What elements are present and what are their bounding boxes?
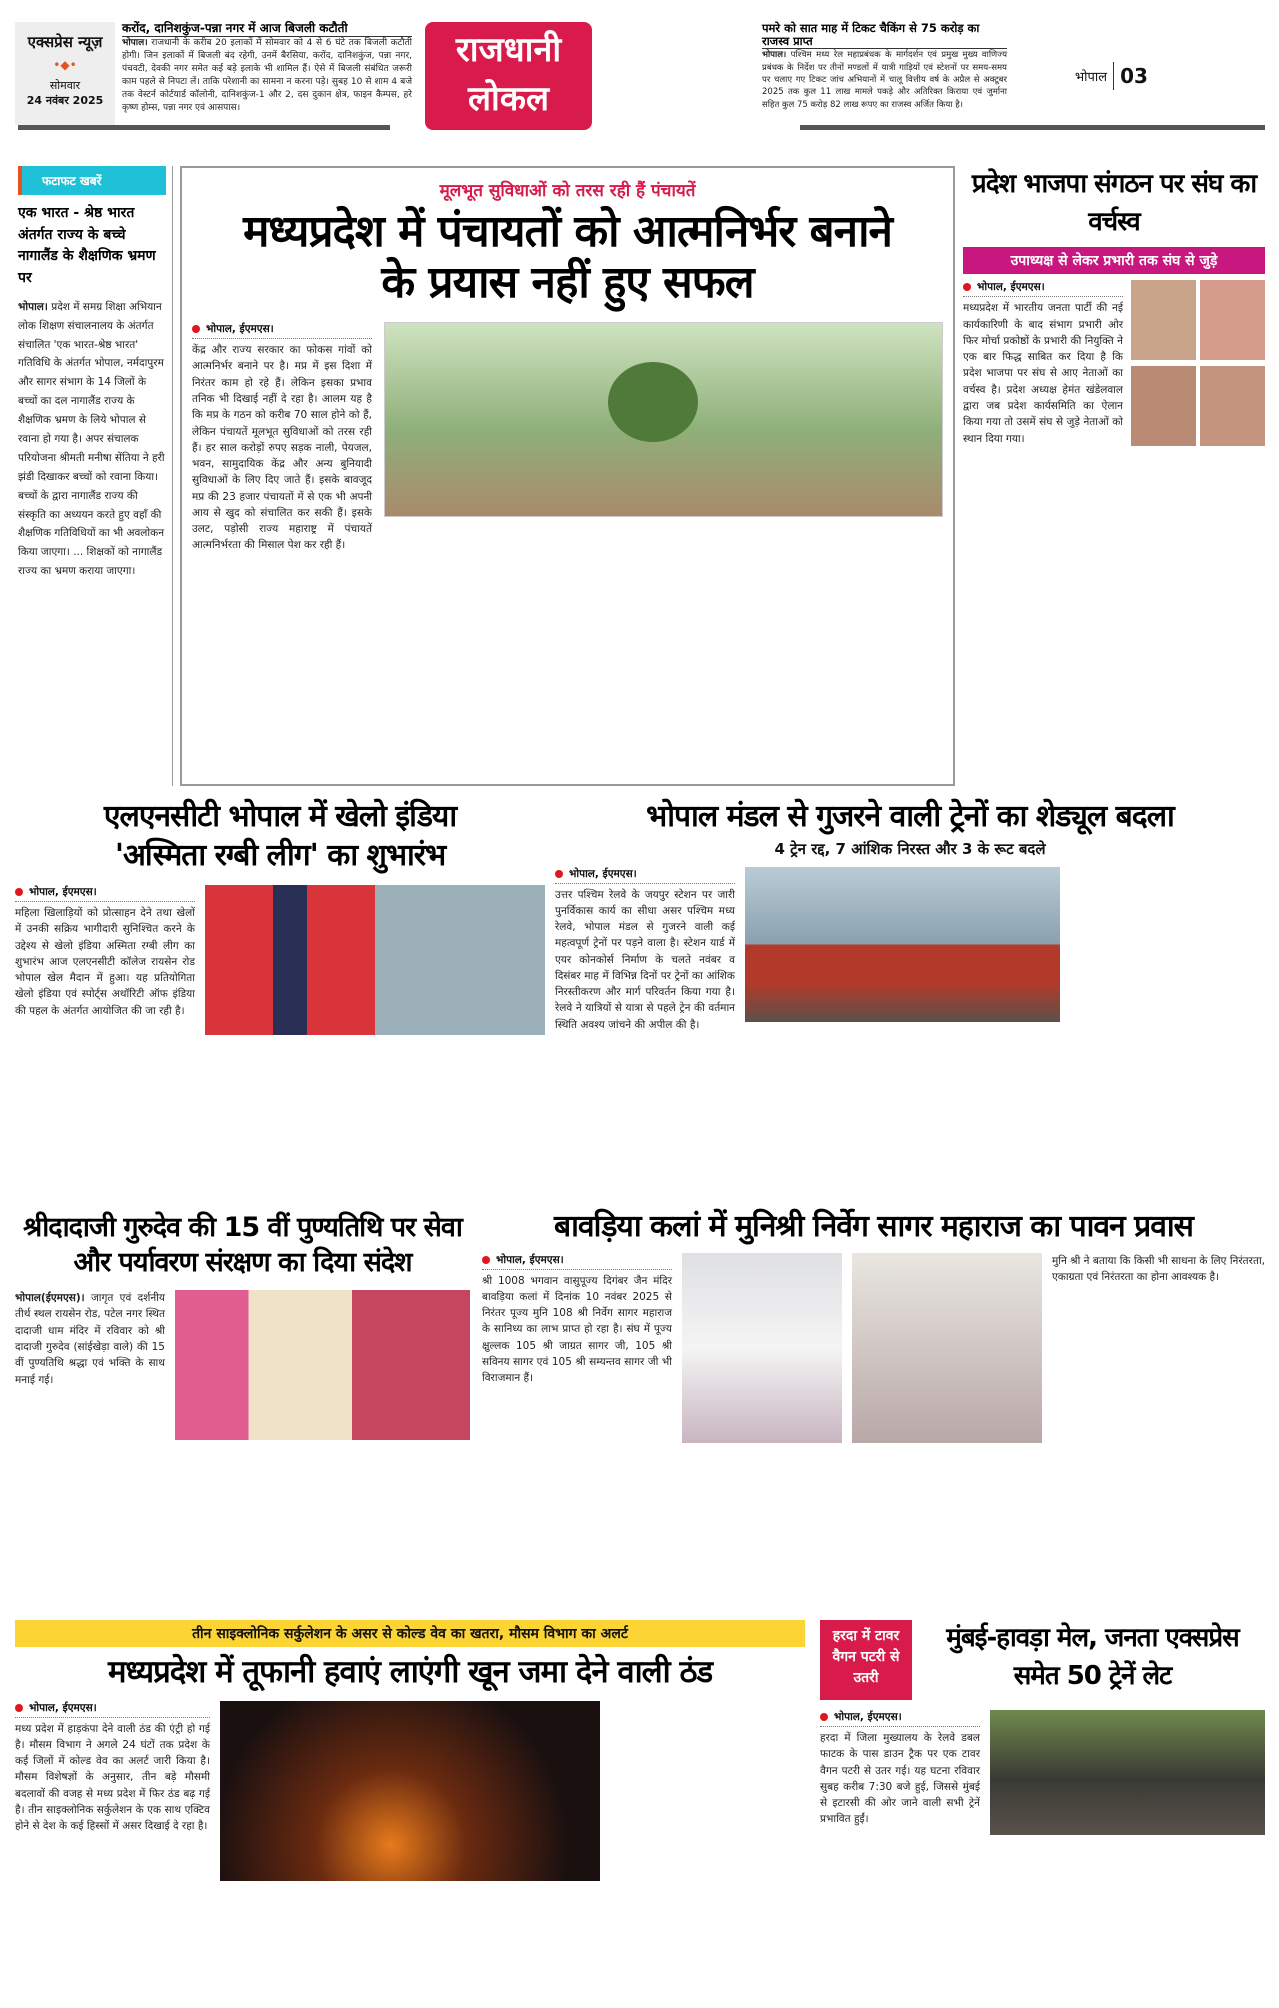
masthead	[425, 22, 592, 130]
brief-ticket-revenue	[762, 22, 1007, 111]
dadaji-lead: भोपाल(ईएमएस)।	[15, 1292, 85, 1305]
lead-story	[180, 166, 955, 786]
rugby-headline-2: 'अस्मिता रग्बी लीग' का शुभारंभ	[114, 837, 446, 873]
leader-photo	[1131, 280, 1196, 360]
lead-kicker: मूलभूत सुविधाओं को तरस रही हैं पंचायतें	[439, 181, 696, 201]
dateline: भोपाल, ईएमएस।	[29, 1701, 97, 1714]
cold-band: तीन साइक्लोनिक सर्कुलेशन के असर से कोल्ड वेव का खतरा, मौसम विभाग का अलर्ट	[15, 1620, 805, 1647]
rugby-players-photo	[205, 885, 545, 1035]
bullet-icon	[15, 1704, 23, 1712]
bawadiya-story	[482, 1210, 1265, 1443]
leader-photo	[1200, 366, 1265, 446]
header-bar-right	[800, 125, 1265, 130]
harda-box-text: हरदा में टावर वैगन पटरी से उतरी	[832, 1628, 900, 1686]
dadaji-headline: श्रीदादाजी गुरुदेव की 15 वीं पुण्यतिथि पर सेवा और पर्यावरण संरक्षण का दिया संदेश	[23, 1212, 462, 1279]
ceremony-photo	[175, 1290, 470, 1440]
bjp-headline: प्रदेश भाजपा संगठन पर संघ का वर्चस्व	[971, 169, 1257, 237]
bawadiya-text-2: मुनि श्री ने बताया कि किसी भी साधना के लिए निरंतरता, एकाग्रता एवं निरंतरता का होना आवश्यक है।	[1052, 1254, 1265, 1283]
masthead-line1: राजधानी	[455, 30, 562, 70]
dadaji-text: जागृत एवं दर्शनीय तीर्थ स्थल रायसेन रोड, पटेल नगर स्थित दादाजी धाम मंदिर में रविवार को श्री दादाजी गुरुदेव (सांईखेड़ा वाले) की 15 वीं पुण्यतिथि श्रद्धा एवं भक्ति के साथ मनाई गई।	[15, 1292, 165, 1386]
paper-name: एक्सप्रेस न्यूज़	[27, 33, 103, 51]
brief-power-cut	[122, 22, 412, 115]
day: सोमवार	[49, 79, 81, 92]
city-label: भोपाल	[1075, 70, 1108, 85]
column-divider	[172, 166, 173, 786]
cold-text: मध्य प्रदेश में हाड़कंपा देने वाली ठंड की एंट्री हो गई है। मौसम विभाग ने अगले 24 घंटों तक प्रदेश के कई जिलों में कोल्ड वेव का अलर्ट जारी किया है। मौसम विशेषज्ञों के अनुसार, तीन बड़े मौसमी बदलावों की वजह से मध्य प्रदेश में फिर ठंड बढ़ गई है। तीन साइक्लोनिक सर्कुलेशन के एक साथ एक्टिव होने से देश के कई हिस्सों में असर दिखाई दे रहा है।	[15, 1722, 210, 1833]
page-label	[1075, 62, 1148, 90]
dateline: भोपाल, ईएमएस।	[834, 1711, 902, 1723]
dateline: भोपाल, ईएमएस।	[496, 1253, 564, 1266]
fatafat-title: एक भारत - श्रेष्ठ भारत अंतर्गत राज्य के बच्चे नागालैंड के शैक्षणिक भ्रमण पर	[18, 205, 156, 287]
dateline: भोपाल, ईएमएस।	[569, 867, 637, 880]
bonfire-photo	[220, 1701, 600, 1881]
bullet-icon	[192, 325, 200, 333]
rugby-story	[15, 800, 545, 1035]
bullet-icon	[963, 283, 971, 291]
brief-title: करोंद, दानिशकुंज-पन्ना नगर में आज बिजली कटौती	[122, 22, 412, 37]
rugby-text: महिला खिलाड़ियों को प्रोत्साहन देने तथा खेलों में उनकी सक्रिय भागीदारी सुनिश्चित करने के उद्देश्य से खेलो इंडिया अस्मिता रग्बी लीग का शुभारंभ आज एलएनसीटी कॉलेज रायसेन रोड भोपाल खेल मैदान में हुआ। यह प्रतियोगिता खेलो इंडिया एवं स्पोर्ट्स अथॉरिटी ऑफ इंडिया की पहल के अंतर्गत आयोजित की जा रही है।	[15, 907, 195, 1017]
lead-headline: मध्यप्रदेश में पंचायतों को आत्मनिर्भर बनाने के प्रयास नहीं हुए सफल	[243, 206, 892, 308]
fatafat-lead: भोपाल।	[18, 300, 48, 313]
trains-headline: भोपाल मंडल से गुजरने वाली ट्रेनों का शेड्यूल बदला	[646, 799, 1174, 834]
brief-title: पमरे को सात माह में टिकट चैकिंग से 75 करोड़ का राजस्व प्राप्त	[762, 22, 1007, 49]
diamond-ornament-icon: •◆•	[53, 58, 77, 72]
brief-text: पश्चिम मध्य रेल महाप्रबंधक के मार्गदर्शन एवं प्रमुख मुख्य वाणिज्य प्रबंधक के निर्देश पर तीनों मण्डलों में यात्री गाड़ियों एवं स्टेशनों पर समय-समय पर चलाए गए टिकट जांच अभियानों में चालू वित्तीय वर्ष के अप्रैल से अक्टूबर 2025 तक कुल 11 लाख मामले पकड़े और अतिरिक्त किराया एवं जुर्माना सहित कुल 75 करोड़ 82 लाख रूपए का राजस्व अर्जित किया है।	[762, 50, 1007, 110]
lead-text: केंद्र और राज्य सरकार का फोकस गांवों को आत्मनिर्भर बनाने पर है। मप्र में इस दिशा में निरंतर काम हो रहे हैं। लेकिन इसका प्रभाव तनिक भी दिखाई नहीं दे रहा है। आलम यह है कि मप्र के गठन को करीब 70 साल होने को हैं, लेकिन पंचायतें मूलभूत सुविधाओं को तरस रही हैं। हर साल करोड़ों रुपए सड़क नाली, पेयजल, भवन, सामुदायिक केंद्र और अन्य बुनियादी सुविधाओं के लिए दिए जाते हैं। इसके बावजूद मप्र की 23 हजार पंचायतों में से एक भी अपनी आय से खुद को संचालित कर सकी हैं। इसके उलट, पड़ोसी राज्य महाराष्ट्र में पंचायतें आत्मनिर्भरता की मिसाल पेश कर रही हैं।	[192, 344, 372, 552]
masthead-line2: लोकल	[467, 79, 550, 120]
harda-text: हरदा में जिला मुख्यालय के रेलवे डबल फाटक के पास डाउन ट्रैक पर एक टावर वैगन पटरी से उतर गई। यह घटना रविवार सुबह करीब 7:30 बजे हुई, जिससे मुंबई से इटारसी की ओर जाने वाली सभी ट्रेनें प्रभावित हुईं।	[820, 1732, 980, 1826]
monk-photo	[682, 1253, 842, 1443]
dadaji-story	[15, 1210, 470, 1440]
fatafat-column	[18, 166, 166, 581]
village-photo	[384, 322, 943, 517]
brief-lead: भोपाल।	[762, 50, 787, 61]
paper-name-box	[15, 22, 115, 125]
harda-headline: मुंबई-हावड़ा मेल, जनता एक्सप्रेस समेत 50 ट्रेनें लेट	[946, 1623, 1239, 1691]
bullet-icon	[482, 1256, 490, 1264]
assembly-photo	[852, 1253, 1042, 1443]
leader-photo	[1131, 366, 1196, 446]
cold-story	[15, 1620, 805, 1881]
brief-lead: भोपाल।	[122, 37, 148, 48]
trains-text: उत्तर पश्चिम रेलवे के जयपुर स्टेशन पर जारी पुनर्विकास कार्य का सीधा असर पश्चिम मध्य रेलवे, भोपाल मंडल से गुजरने वाली कई महत्वपूर्ण ट्रेनों पर पड़ने वाला है। स्टेशन यार्ड में एयर कोनकोर्स निर्माण के चलते नवंबर व दिसंबर माह में विभिन्न दिनों पर ट्रेनों का आंशिक निरस्तीकरण और मार्ग परिवर्तन किया गया है। रेलवे ने यात्रियों से यात्रा से पहले ट्रेन की वर्तमान स्थिति अवश्य जांचने की अपील की है।	[555, 888, 735, 1031]
dateline: भोपाल, ईएमएस।	[29, 886, 97, 898]
harda-story	[820, 1710, 1265, 1835]
cold-headline: मध्यप्रदेश में तूफानी हवाएं लाएंगी खून जमा देने वाली ठंड	[107, 1654, 713, 1690]
date: 24 नवंबर 2025	[26, 94, 104, 107]
dateline: भोपाल, ईएमएस।	[977, 281, 1045, 294]
locomotive-photo	[745, 867, 1060, 1022]
header-bar-left	[18, 125, 390, 130]
bjp-story	[963, 166, 1265, 447]
brief-text: राजधानी के करीब 20 इलाकों में सोमवार को 4 से 6 घंटे तक बिजली कटौती होगी। जिन इलाकों में बिजली बंद रहेगी, उनमें बैरसिया, करोंद, दानिशकुंज, पन्ना नगर, पंचवटी, देवकी नगर समेत कई बड़े इलाके भी शामिल हैं। ऐसे में बिजली संबंधित जरूरी काम पहले से निपटा लें। ताकि परेशानी का सामना न करना पड़े। सुबह 10 से शाम 4 बजे तक वेस्टर्न कोर्टयार्ड कॉलोनी, दानिशकुंज-1 और 2, दस दुकान क्षेत्र, फाइन कैम्पस, हरे कृष्ण होम्स, पन्ना नगर एवं आसपास।	[122, 37, 412, 114]
dateline: भोपाल, ईएमएस।	[206, 323, 274, 336]
bullet-icon	[555, 870, 563, 878]
trains-story	[555, 800, 1265, 1033]
rugby-headline-1: एलएनसीटी भोपाल में खेलो इंडिया	[103, 799, 457, 834]
bullet-icon	[820, 1713, 828, 1721]
bjp-text: मध्यप्रदेश में भारतीय जनता पार्टी की नई कार्यकारिणी के बाद संभाग प्रभारी ओर फिर मोर्चा प्रकोष्ठों के प्रभारी की नियुक्ति ने एक बार फिद्ध साबित कर दिया है कि प्रदेश भाजपा पर संघ से आए नेताओं का वर्चस्व है। प्रदेश अध्यक्ष हेमंत खंडेलवाल द्वारा जब प्रदेश कार्यसमिति का ऐलान किया गया तो उसमें संघ से जुड़े नेताओं को स्थान दिया गया।	[963, 302, 1123, 445]
bawadiya-text: श्री 1008 भगवान वासुपूज्य दिगंबर जैन मंदिर बावड़िया कलां में दिनांक 10 नवंबर 2025 से निरंतर पूज्य मुनि 108 श्री निर्वेग सागर महाराज के सानिध्य का लाभ प्राप्त हो रहा है। संघ में पूज्य क्षुल्लक 105 श्री जाग्रत सागर जी, 105 श्री सविनय सागर एवं 105 श्री सम्यन्तव सागर जी भी विराजमान हैं।	[482, 1274, 672, 1385]
tower-wagon-photo	[990, 1710, 1265, 1835]
page-number: 03	[1120, 64, 1148, 88]
bullet-icon	[15, 888, 23, 896]
bjp-band: उपाध्यक्ष से लेकर प्रभारी तक संघ से जुड़े	[963, 247, 1265, 274]
harda-box	[820, 1620, 912, 1700]
leader-photo	[1200, 280, 1265, 360]
bawadiya-headline: बावड़िया कलां में मुनिश्री निर्वेग सागर महाराज का पावन प्रवास	[554, 1209, 1193, 1244]
trains-subhead: 4 ट्रेन रद्द, 7 आंशिक निरस्त और 3 के रूट बदले	[774, 839, 1046, 858]
fatafat-text: प्रदेश में समग्र शिक्षा अभियान लोक शिक्षण संचालनालय के अंतर्गत संचालित 'एक भारत-श्रेष्ठ भारत' गतिविधि के अंतर्गत भोपाल, नर्मदापुरम और सागर संभाग के 14 जिलों के बच्चों का दल नागालैंड राज्य के शैक्षणिक भ्रमण के लिये भोपाल से रवाना हो गया है। अपर संचालक परियोजना श्रीमती मनीषा सेंतिया ने हरी झंडी दिखाकर बच्चों को रवाना किया। बच्चों के द्वारा नागालैंड राज्य की संस्कृति का अध्ययन करते हुए वहाँ की शैक्षणिक गतिविधियों का भी अवलोकन किया जाएगा। ... शिक्षकों को नागालैंड राज्य का भ्रमण कराया जाएगा।	[18, 300, 165, 578]
fatafat-label: फटाफट खबरें	[18, 166, 166, 195]
